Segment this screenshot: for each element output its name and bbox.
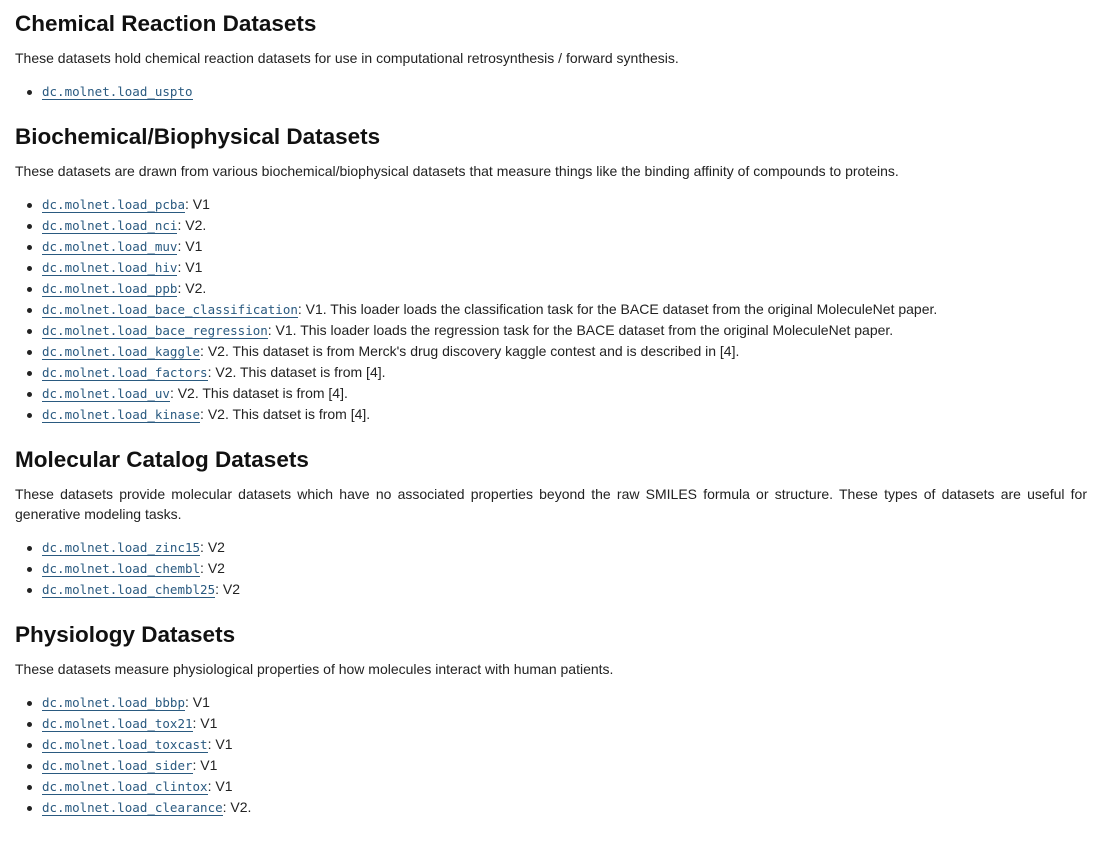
section-title: Physiology Datasets bbox=[15, 622, 236, 647]
dataset-link[interactable]: dc.molnet.load_clearance bbox=[42, 800, 223, 815]
dataset-link[interactable]: dc.molnet.load_factors bbox=[42, 365, 208, 380]
dataset-link[interactable]: dc.molnet.load_nci bbox=[42, 218, 178, 233]
list-item bbox=[42, 278, 1087, 299]
dataset-link[interactable]: dc.molnet.load_zinc15 bbox=[42, 540, 201, 555]
dataset-link[interactable]: dc.molnet.load_bace_classification bbox=[42, 302, 298, 317]
list-item bbox=[42, 320, 1087, 341]
dataset-link[interactable]: dc.molnet.load_chembl bbox=[42, 561, 201, 576]
section-title: Biochemical/Biophysical Datasets bbox=[15, 124, 381, 149]
list-item bbox=[42, 734, 1087, 755]
list-item bbox=[42, 797, 1087, 818]
dataset-note: : V1 bbox=[177, 259, 203, 275]
list-item bbox=[42, 257, 1087, 278]
dataset-note: : V2. bbox=[177, 217, 207, 233]
list-item bbox=[42, 404, 1087, 425]
dataset-link[interactable]: dc.molnet.load_kaggle bbox=[42, 344, 201, 359]
list-item bbox=[42, 194, 1087, 215]
list-item bbox=[42, 713, 1087, 734]
list-item bbox=[42, 236, 1087, 257]
dataset-link[interactable]: dc.molnet.load_uspto bbox=[42, 84, 193, 99]
dataset-note: : V1 bbox=[185, 196, 210, 212]
section-molecular-catalog bbox=[15, 446, 1087, 600]
dataset-link[interactable]: dc.molnet.load_hiv bbox=[42, 260, 178, 275]
dataset-link[interactable]: dc.molnet.load_sider bbox=[42, 758, 193, 773]
list-item bbox=[42, 81, 1087, 102]
dataset-link[interactable]: dc.molnet.load_kinase bbox=[42, 407, 201, 422]
dataset-note: : V2 bbox=[200, 539, 225, 555]
dataset-list bbox=[15, 194, 1087, 425]
dataset-list bbox=[15, 692, 1087, 818]
dataset-note: : V2. This datset is from [4]. bbox=[200, 406, 371, 422]
section-description: These datasets provide molecular datasets which have no associated properties beyond the raw SMILES formula or structure. These types of datasets are useful for generative modeling tasks. bbox=[15, 486, 1087, 522]
list-item bbox=[42, 579, 1087, 600]
dataset-note: : V1 bbox=[192, 757, 218, 773]
dataset-link[interactable]: dc.molnet.load_clintox bbox=[42, 779, 208, 794]
dataset-note: : V1. This loader loads the regression task for the BACE dataset from the original MoleculeNet paper. bbox=[267, 322, 894, 338]
dataset-link[interactable]: dc.molnet.load_toxcast bbox=[42, 737, 208, 752]
dataset-note: : V2. This dataset is from Merck's drug discovery kaggle contest and is described in [4]. bbox=[200, 343, 740, 359]
section-biochemical bbox=[15, 123, 1087, 425]
dataset-link[interactable]: dc.molnet.load_tox21 bbox=[42, 716, 193, 731]
dataset-link[interactable]: dc.molnet.load_bbbp bbox=[42, 695, 185, 710]
list-item bbox=[42, 692, 1087, 713]
dataset-note: : V1 bbox=[177, 238, 203, 254]
dataset-link[interactable]: dc.molnet.load_muv bbox=[42, 239, 178, 254]
dataset-note: : V2 bbox=[200, 560, 225, 576]
list-item bbox=[42, 537, 1087, 558]
dataset-list bbox=[15, 81, 1087, 102]
section-chemical-reaction bbox=[15, 10, 1087, 102]
list-item bbox=[42, 341, 1087, 362]
list-item bbox=[42, 776, 1087, 797]
dataset-note: : V1. This loader loads the classification task for the BACE dataset from the original MoleculeNet paper. bbox=[297, 301, 938, 317]
list-item bbox=[42, 558, 1087, 579]
list-item bbox=[42, 362, 1087, 383]
section-description: These datasets hold chemical reaction datasets for use in computational retrosynthesis / forward synthesis. bbox=[15, 50, 679, 66]
list-item bbox=[42, 215, 1087, 236]
section-description: These datasets measure physiological properties of how molecules interact with human patients. bbox=[15, 661, 614, 677]
dataset-link[interactable]: dc.molnet.load_uv bbox=[42, 386, 170, 401]
dataset-note: : V2. bbox=[222, 799, 252, 815]
dataset-link[interactable]: dc.molnet.load_chembl25 bbox=[42, 582, 216, 597]
dataset-note: : V2. This dataset is from [4]. bbox=[169, 385, 348, 401]
dataset-link[interactable]: dc.molnet.load_bace_regression bbox=[42, 323, 268, 338]
section-physiology bbox=[15, 621, 1087, 818]
dataset-note: : V1 bbox=[192, 715, 218, 731]
list-item bbox=[42, 383, 1087, 404]
section-title: Chemical Reaction Datasets bbox=[15, 11, 317, 36]
section-title: Molecular Catalog Datasets bbox=[15, 447, 309, 472]
dataset-note: : V2. This dataset is from [4]. bbox=[207, 364, 386, 380]
dataset-note: : V1 bbox=[207, 778, 233, 794]
dataset-list bbox=[15, 537, 1087, 600]
dataset-note: : V2. bbox=[177, 280, 207, 296]
dataset-link[interactable]: dc.molnet.load_ppb bbox=[42, 281, 178, 296]
list-item bbox=[42, 299, 1087, 320]
dataset-note: : V1 bbox=[185, 694, 210, 710]
dataset-note: : V1 bbox=[207, 736, 233, 752]
section-description: These datasets are drawn from various biochemical/biophysical datasets that measure things like the binding affinity of compounds to proteins. bbox=[15, 163, 899, 179]
list-item bbox=[42, 755, 1087, 776]
dataset-note: : V2 bbox=[215, 581, 240, 597]
dataset-link[interactable]: dc.molnet.load_pcba bbox=[42, 197, 185, 212]
